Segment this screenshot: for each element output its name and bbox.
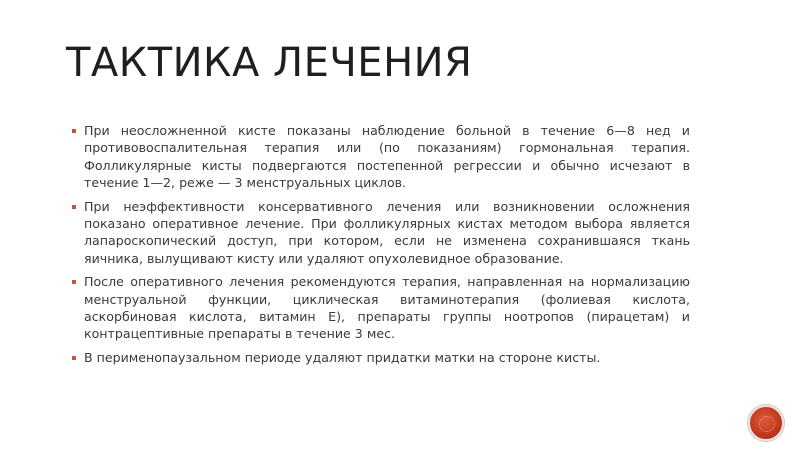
bullet-list — [72, 122, 690, 372]
bullet-text: При неэффективности консервативного лечения или возникновении осложнения показано оперативное лечение. При фолликулярных кистах методом выбора является лапароскопический доступ, при котором, если не изменена сохранившаяся ткань яичника, вылущивают кисту или удаляют опухолевидное образование. — [84, 198, 690, 266]
slide-title: ТАКТИКА ЛЕЧЕНИЯ — [66, 40, 473, 86]
bullet-item — [72, 198, 690, 268]
decorative-circle-icon — [748, 405, 784, 441]
bullet-item — [72, 349, 690, 366]
bullet-item — [72, 122, 690, 192]
bullet-text: В перименопаузальном периоде удаляют придатки матки на стороне кисты. — [84, 349, 601, 365]
bullet-marker-icon — [72, 280, 76, 284]
bullet-text: При неосложненной кисте показаны наблюдение больной в течение 6—8 нед и противовоспалительная терапия или (по показаниям) гормональная терапия. Фолликулярные кисты подвергаются постепенной регрессии и обычно исчезают в течение 1—2, реже — 3 менструальных циклов. — [84, 123, 690, 191]
bullet-marker-icon — [72, 129, 76, 133]
bullet-text: После оперативного лечения рекомендуются терапия, направленная на нормализацию менструальной функции, циклическая витаминотерапия (фолиевая кислота, аскорбиновая кислота, витамин Е), препараты группы ноотропов (пирацетам) и контрацептивные препараты в течение 3 мес. — [84, 274, 690, 342]
bullet-item — [72, 273, 690, 343]
bullet-marker-icon — [72, 356, 76, 360]
bullet-marker-icon — [72, 205, 76, 209]
